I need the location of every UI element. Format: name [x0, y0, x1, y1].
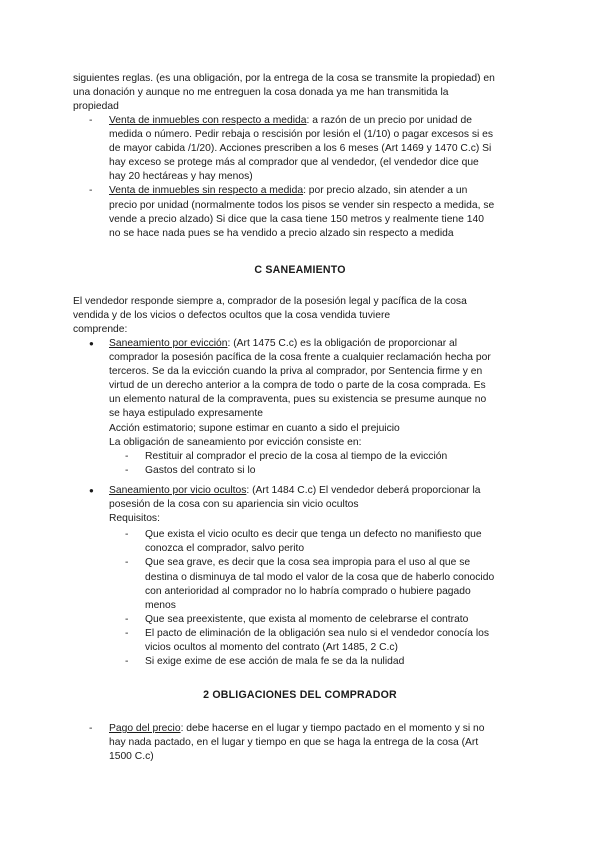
- item-line: Acción estimatorio; supone estimar en cuanto a sido el prejuicio: [109, 422, 400, 434]
- item-line: medida o número. Pedir rebaja o rescisión por lesión el (1/10) o pagar excesos si es: [109, 129, 494, 141]
- dash-marker: -: [89, 115, 93, 126]
- item-line: virtud de un derecho anterior a la compra de todo o parte de la cosa comprada. Es: [109, 380, 486, 392]
- item-line: Que sea grave, es decir que la cosa sea impropia para el uso al que se: [145, 557, 471, 569]
- item-title: Saneamiento por evicción: [109, 338, 228, 349]
- list-item: [89, 114, 549, 184]
- item-line: posesión de la cosa con su apariencia sin vicio ocultos: [109, 499, 359, 511]
- item-line: con anterioridad al comprador no lo habría comprado o hubiere pagado: [145, 585, 471, 597]
- intro-line: propiedad: [73, 101, 119, 113]
- sublist: [109, 528, 549, 669]
- intro-line: comprende:: [73, 324, 128, 336]
- item-line: : debe hacerse en el lugar y tiempo pactado en el momento y si no: [180, 723, 485, 734]
- item-line: hay exceso se protege más al comprador que al vendedor, (el vendedor dice que: [109, 157, 479, 169]
- dash-marker: -: [125, 627, 129, 639]
- item-line: destina o disminuya de tal modo el valor de la cosa que de haberlo conocido: [145, 571, 495, 583]
- item-line: La obligación de saneamiento por evicción consiste en:: [109, 436, 362, 448]
- item-line: El pacto de eliminación de la obligación sea nulo si el vendedor conocía los: [145, 627, 490, 639]
- dash-marker: -: [125, 464, 129, 476]
- item-line: Que exista el vicio oculto es decir que tenga un defecto no manifiesto que: [145, 529, 482, 541]
- item-title: Venta de inmuebles sin respecto a medida: [109, 185, 304, 197]
- list-item: [125, 613, 549, 627]
- dash-marker: -: [125, 656, 129, 668]
- item-title: Saneamiento por vicio ocultos: [109, 485, 247, 496]
- dash-marker: -: [125, 557, 129, 569]
- item-line: precio por unidad (normalmente todos los pisos se vender sin respecto a medida, se: [109, 199, 495, 211]
- list-item: [125, 556, 549, 612]
- eviccion-item: [89, 337, 549, 478]
- dash-marker: -: [125, 450, 129, 462]
- vicios-item: [89, 484, 549, 669]
- item-line: vende a precio alzado) Si dice que la casa tiene 150 metros y realmente tiene 140: [109, 213, 484, 225]
- item-title: Venta de inmuebles con respecto a medida: [109, 115, 307, 126]
- bullet-marker: ●: [89, 486, 94, 495]
- dash-marker: -: [125, 529, 129, 541]
- item-line: Restituir al comprador el precio de la cosa al tiempo de la evicción: [145, 450, 448, 462]
- intro-line: siguientes reglas. (es una obligación, por la entrega de la cosa se transmite la propiedad) en: [73, 73, 495, 84]
- dash-marker: -: [89, 185, 93, 197]
- list-item: [125, 450, 549, 464]
- dash-marker: -: [125, 613, 129, 625]
- item-line: no se hace nada pues se ha vendido a precio alzado sin respecto a medida: [109, 227, 454, 239]
- item-line: menos: [145, 599, 176, 611]
- item-line: conozca el comprador, salvo perito: [145, 543, 305, 555]
- item-line: : (Art 1475 C.c) es la obligación de proporcionar al: [227, 338, 458, 349]
- intro-line: una donación y aunque no me entreguen la cosa donada ya me han transmitida la: [73, 87, 449, 99]
- item-line: 1500 C.c): [109, 751, 154, 763]
- intro-line: vendida y de los vicios o defectos ocultos que la cosa vendida tuviere: [73, 310, 391, 322]
- sublist: [109, 450, 549, 478]
- intro-line: El vendedor responde siempre a, comprador de la posesión legal y pacífica de la cosa: [73, 296, 467, 307]
- item-line: Que sea preexistente, que exista al momento de celebrarse el contrato: [145, 613, 469, 625]
- list-item: [125, 528, 549, 556]
- item-line: : (Art 1484 C.c) El vendedor deberá proporcionar la: [246, 485, 481, 496]
- saneamiento-intro: [73, 295, 543, 337]
- list-item: [125, 655, 549, 669]
- intro-paragraph: [73, 72, 543, 114]
- section-heading: 2 OBLIGACIONES DEL COMPRADOR: [203, 689, 397, 701]
- item-line: comprador la posesión pacífica de la cosa frente a cualquier reclamación hecha por: [109, 352, 491, 364]
- section-heading: C SANEAMIENTO: [254, 264, 346, 276]
- item-line: hay 20 hectáreas y hay menos): [109, 171, 253, 183]
- list-item: [125, 464, 549, 478]
- item-line: Gastos del contrato si lo: [145, 464, 256, 476]
- item-line: terceros. Se da la evicción cuando la priva al comprador, por Sentencia firme y en: [109, 366, 483, 378]
- item-line: de mayor cabida /1/20). Acciones prescriben a los 6 meses (Art 1469 y 1470 C.c) Si: [109, 143, 492, 155]
- list-item: [89, 184, 549, 240]
- item-line: Si exige exime de ese acción de mala fe se da la nulidad: [145, 656, 405, 668]
- item-line: hay nada pactado, en el lugar y tiempo en que se haga la entrega de la cosa (Art: [109, 737, 479, 749]
- list-item: [125, 627, 549, 655]
- item-line: : por precio alzado, sin atender a un: [303, 185, 468, 197]
- item-line: se haya estipulado expresamente: [109, 408, 263, 420]
- dash-marker: -: [89, 723, 93, 734]
- pago-item: [89, 722, 549, 764]
- venta-list: [89, 114, 549, 241]
- item-title: Pago del precio: [109, 723, 181, 734]
- item-line: : a razón de un precio por unidad de: [306, 115, 472, 126]
- item-line: Requisitos:: [109, 513, 160, 525]
- bullet-marker: ●: [89, 339, 94, 348]
- item-line: vicios ocultos al momento del contrato (Art 1485, 2 C.c): [145, 642, 398, 654]
- item-line: un elemento natural de la compraventa, pues su existencia se presume aunque no: [109, 394, 487, 406]
